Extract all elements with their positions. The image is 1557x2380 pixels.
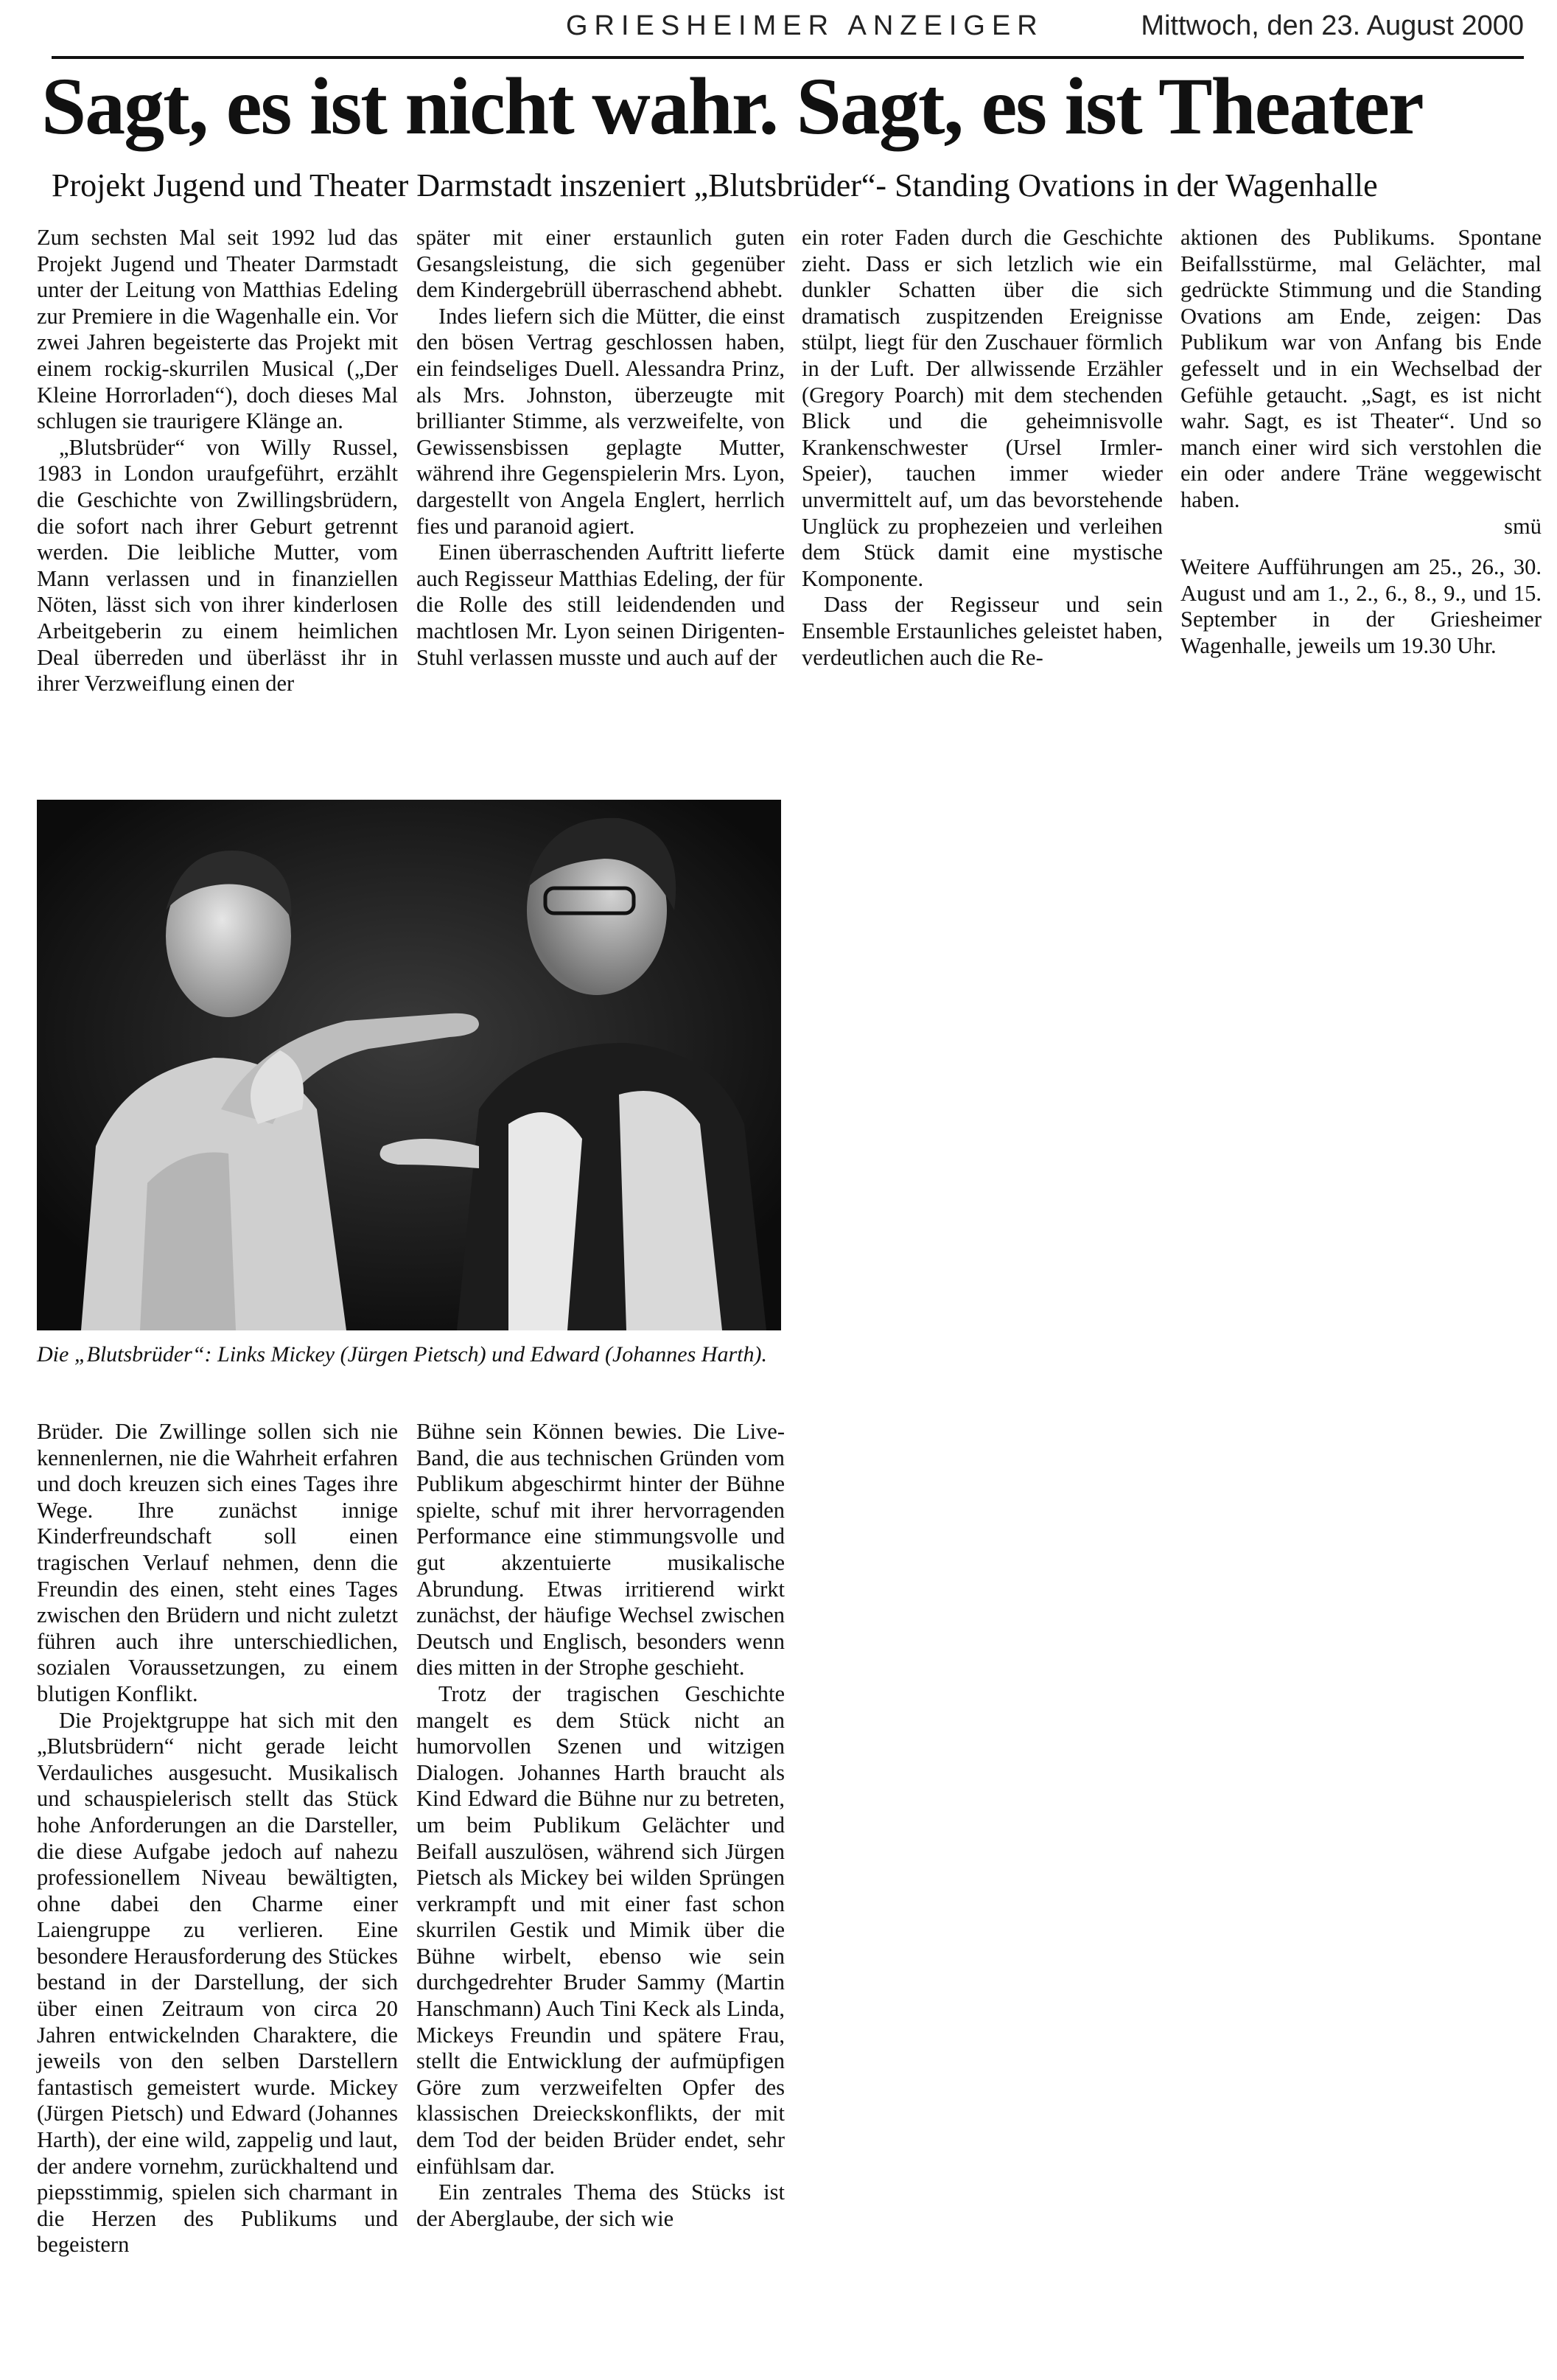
article-column-5 <box>37 1419 398 2258</box>
paper-name: GRIESHEIMER ANZEIGER <box>566 10 1044 41</box>
article-column-1 <box>37 225 398 697</box>
article-column-3 <box>802 225 1163 671</box>
stage-photo <box>37 800 781 1330</box>
paragraph: Zum sechsten Mal seit 1992 lud das Projekt Jugend und Theater Darmstadt unter der Leitung von Matthias Edeling zur Premiere in die Wagenhalle ein. Vor zwei Jahren begeisterte das Projekt mit einem rockig-skurrilen Musical („Der Kleine Horrorladen“), doch dieses Mal schlugen sie traurigere Klänge an. <box>37 225 398 434</box>
paragraph: „Blutsbrüder“ von Willy Russel, 1983 in London uraufgeführt, erzählt die Geschichte von Zwillingsbrüdern, die sofort nach ihrer Geburt getrennt werden. Die leibliche Mutter, vom Mann verlassen und in finanziellen Nöten, lässt sich von ihrer kinderlosen Arbeitgeberin zu einem heimlichen Deal überreden und überlässt ihr in ihrer Verzweiflung einen der <box>37 434 398 697</box>
performance-dates: Weitere Aufführungen am 25., 26., 30. August und am 1., 2., 6., 8., 9., und 15. September in der Griesheimer Wagenhalle, jeweils um 19.30 Uhr. <box>1180 554 1542 658</box>
paragraph: Bühne sein Können bewies. Die Live-Band, die aus technischen Gründen vom Publikum abgeschirmt hinter der Bühne spielte, schuf mit ihrer hervorragenden Performance eine stimmungsvolle und gut akzentuierte musikalische Abrundung. Etwas irritierend wirkt zunächst, der häufige Wechsel zwischen Deutsch und Englisch, besonders wenn dies mitten in der Strophe geschieht. <box>416 1419 785 1681</box>
paragraph: Trotz der tragischen Geschichte mangelt es dem Stück nicht an humorvollen Szenen und witzigen Dialogen. Johannes Harth braucht als Kind Edward die Bühne nur zu betreten, um beim Publikum Gelächter und Beifall auszulösen, während sich Jürgen Pietsch als Mickey bei wilden Sprüngen verkrampft und mit einer fast schon skurrilen Gestik und Mimik über die Bühne wirbelt, ebenso wie sein durchgedrehter Bruder Sammy (Martin Hanschmann) Auch Tini Keck als Linda, Mickeys Freundin und spätere Frau, stellt die Entwicklung der aufmüpfigen Göre zum verzweifelten Opfer des klassischen Dreieckskonflikts, der mit dem Tod der beiden Brüder endet, sehr einfühlsam dar. <box>416 1681 785 2179</box>
author-signature: smü <box>1504 513 1542 539</box>
paragraph: Brüder. Die Zwillinge sollen sich nie kennenlernen, nie die Wahrheit erfahren und doch kreuzen sich eines Tages ihre Wege. Ihre zunächst innige Kinderfreundschaft soll einen tragischen Verlauf nehmen, denn die Freundin des einen, steht eines Tages zwischen den Brüdern und nicht zuletzt führen auch ihre unterschiedlichen, sozialen Voraussetzungen, zu einem blutigen Konflikt. <box>37 1419 398 1706</box>
issue-date: Mittwoch, den 23. August 2000 <box>1141 10 1524 41</box>
paragraph: aktionen des Publikums. Spontane Beifallsstürme, mal Gelächter, mal gedrückte Stimmung und die Standing Ovations am Ende, zeigen: Das Publikum war von Anfang bis Ende gefesselt und in ein Wechselbad der Gefühle getaucht. „Sagt, es ist nicht wahr. Sagt, es ist Theater“. Und so manch einer wird sich verstohlen die ein oder andere Träne weggewischt haben. <box>1180 225 1542 512</box>
paragraph: Einen überraschenden Auftritt lieferte auch Regisseur Matthias Edeling, der für die Rolle des still leidendenden und machtlosen Mr. Lyon seinen Dirigenten-Stuhl verlassen musste und auch auf der <box>416 540 785 670</box>
headline: Sagt, es ist nicht wahr. Sagt, es ist Theater <box>41 61 1423 151</box>
photo-caption: Die „Blutsbrüder“: Links Mickey (Jürgen Pietsch) und Edward (Johannes Harth). <box>37 1342 767 1367</box>
paragraph: Dass der Regisseur und sein Ensemble Erstaunliches geleistet haben, verdeutlichen auch die Re- <box>802 592 1163 670</box>
paragraph: Die Projektgruppe hat sich mit den „Blutsbrüdern“ nicht gerade leicht Verdauliches ausgesucht. Musikalisch und schauspielerisch stellt das Stück hohe Anforderungen an die Darsteller, die diese Aufgabe jedoch auf nahezu professionellem Niveau bewältigten, ohne dabei den Charme einer Laiengruppe zu verlieren. Eine besondere Herausforderung des Stückes bestand in der Darstellung, der sich über einen Zeitraum von circa 20 Jahren entwickelnden Charaktere, die jeweils von den selben Darstellern fantastisch gemeistert wurde. Mickey (Jürgen Pietsch) und Edward (Johannes Harth), der eine wild, zappelig und laut, der andere vornehm, zurückhaltend und piepsstimmig, spielen sich charmant in die Herzen des Publikums und begeistern <box>37 1707 398 2258</box>
paragraph: ein roter Faden durch die Geschichte zieht. Dass er sich letzlich wie ein dunkler Schatten über die sich dramatisch zuspitzenden Ereignisse stülpt, liegt für den Zuschauer förmlich in der Luft. Der allwissende Erzähler (Gregory Poarch) mit dem stechenden Blick und die geheimnisvolle Krankenschwester (Ursel Irmler-Speier), tauchen immer wieder unvermittelt auf, um das bevorstehende Unglück zu prophezeien und verleihen dem Stück damit eine mystische Komponente. <box>802 225 1163 591</box>
subheadline: Projekt Jugend und Theater Darmstadt inszeniert „Blutsbrüder“- Standing Ovations in der Wagenhalle <box>52 167 1378 203</box>
article-column-2 <box>416 225 785 671</box>
stage-photo-illustration <box>37 800 781 1330</box>
masthead <box>52 0 1524 55</box>
paragraph: später mit einer erstaunlich guten Gesangsleistung, die sich gegenüber dem Kindergebrüll überraschend abhebt. <box>416 225 785 303</box>
paragraph: Ein zentrales Thema des Stücks ist der Aberglaube, der sich wie <box>416 2180 785 2231</box>
paragraph: Indes liefern sich die Mütter, die einst den bösen Vertrag geschlossen haben, ein feindseliges Duell. Alessandra Prinz, als Mrs. Johnston, überzeugte mit brillianter Stimme, als verzweifelte, von Gewissensbissen geplagte Mutter, während ihre Gegenspielerin Mrs. Lyon, dargestellt von Angela Englert, herrlich fies und paranoid agiert. <box>416 303 785 539</box>
article-column-6 <box>416 1419 785 2232</box>
article-column-4 <box>1180 225 1542 660</box>
